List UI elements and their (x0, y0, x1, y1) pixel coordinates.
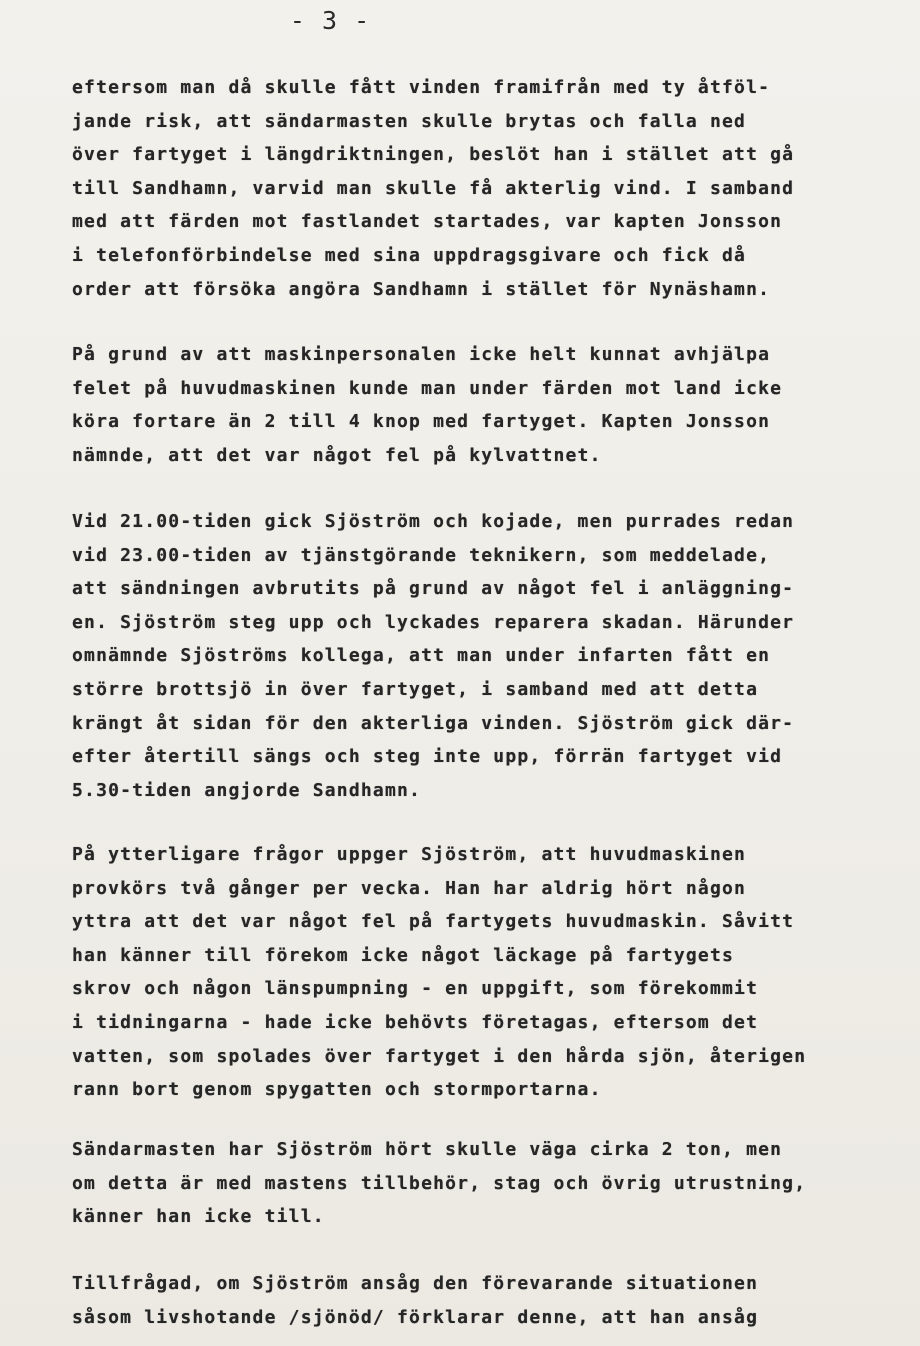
text-line: vid 23.00-tiden av tjänstgörande teknikern, som meddelade, (72, 544, 771, 566)
text-line: Sändarmasten har Sjöström hört skulle väga cirka 2 ton, men (72, 1139, 783, 1160)
text-line: Vid 21.00-tiden gick Sjöström och kojade, men purrades redan (72, 511, 795, 532)
text-line: order att försöka angöra Sandhamn i stället för Nynäshamn. (72, 278, 771, 300)
text-line: över fartyget i längdriktningen, beslöt han i stället att gå (72, 144, 795, 166)
text-line: i telefonförbindelse med sina uppdragsgivare och fick då (72, 244, 747, 266)
paragraph-5 (72, 1133, 892, 1234)
text-line: att sändningen avbrutits på grund av något fel i anläggning- (72, 578, 795, 600)
text-line: provkörs två gånger per vecka. Han har aldrig hört någon (72, 877, 747, 899)
text-line: känner han icke till. (72, 1206, 325, 1228)
paragraph-1 (72, 71, 892, 306)
text-line: 5.30-tiden angjorde Sandhamn. (72, 779, 422, 801)
text-line: jande risk, att sändarmasten skulle brytas och falla ned (72, 110, 747, 132)
text-line: krängt åt sidan för den akterliga vinden. Sjöström gick där- (72, 712, 795, 734)
text-line: vatten, som spolades över fartyget i den hårda sjön, återigen (72, 1045, 807, 1067)
paragraph-2 (72, 338, 892, 472)
text-line: eftersom man då skulle fått vinden framifrån med ty åtföl- (72, 77, 771, 98)
text-line: köra fortare än 2 till 4 knop med fartyget. Kapten Jonsson (72, 411, 771, 433)
text-line: till Sandhamn, varvid man skulle få akterlig vind. I samband (72, 177, 795, 199)
text-line: större brottsjö in över fartyget, i samband med att detta (72, 678, 759, 700)
paragraph-3 (72, 505, 892, 807)
paragraph-6 (72, 1267, 892, 1334)
text-line: nämnde, att det var något fel på kylvattnet. (72, 444, 602, 466)
page-number: - 3 - (289, 6, 371, 35)
text-line: omnämnde Sjöströms kollega, att man under infarten fått en (72, 645, 771, 667)
text-line: På grund av att maskinpersonalen icke helt kunnat avhjälpa (72, 344, 771, 365)
text-line: om detta är med mastens tillbehör, stag och övrig utrustning, (72, 1172, 807, 1194)
text-line: rann bort genom spygatten och stormportarna. (72, 1079, 602, 1101)
text-line: en. Sjöström steg upp och lyckades reparera skadan. Härunder (72, 611, 795, 633)
text-line: yttra att det var något fel på fartygets huvudmaskin. Såvitt (72, 911, 795, 933)
text-line: felet på huvudmaskinen kunde man under färden mot land icke (72, 377, 783, 399)
text-line: skrov och någon länspumpning - en uppgift, som förekommit (72, 978, 759, 1000)
text-line: såsom livshotande /sjönöd/ förklarar denne, att han ansåg (72, 1306, 759, 1328)
text-line: i tidningarna - hade icke behövts företagas, eftersom det (72, 1011, 759, 1033)
paragraph-4 (72, 838, 892, 1107)
text-line: efter återtill sängs och steg inte upp, förrän fartyget vid (72, 746, 783, 768)
text-line: med att färden mot fastlandet startades, var kapten Jonsson (72, 211, 783, 233)
text-line: han känner till förekom icke något läckage på fartygets (72, 944, 735, 966)
text-line: Tillfrågad, om Sjöström ansåg den förevarande situationen (72, 1273, 759, 1294)
text-line: På ytterligare frågor uppger Sjöström, att huvudmaskinen (72, 844, 747, 865)
